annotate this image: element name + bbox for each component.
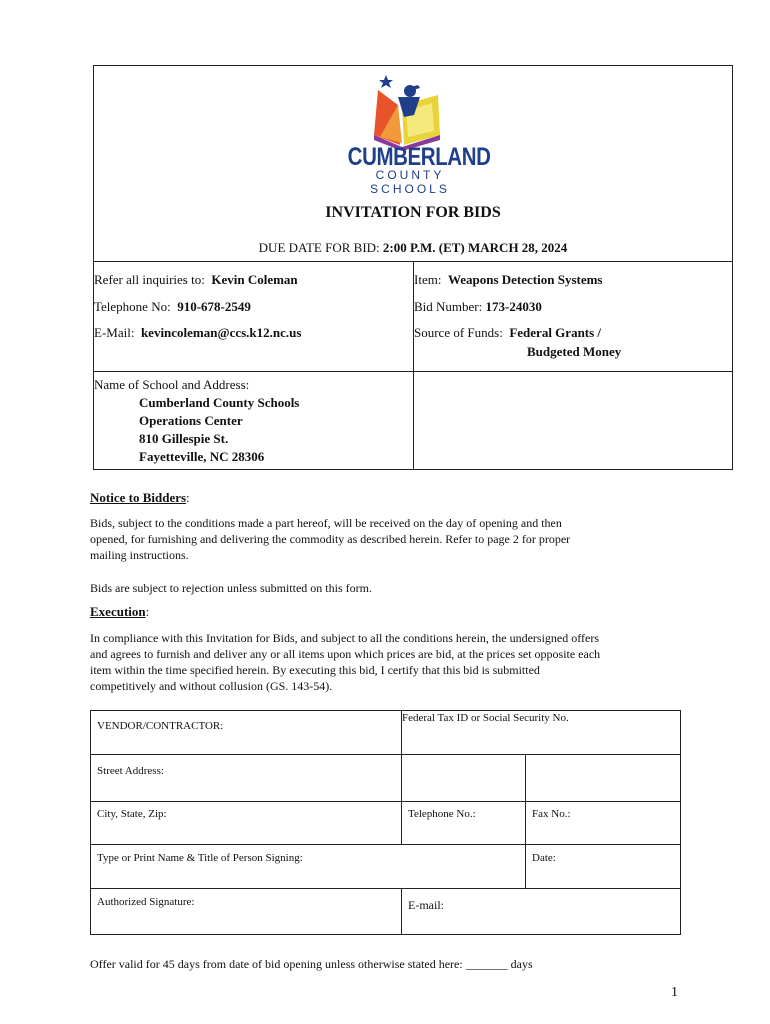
execution-colon: : xyxy=(145,604,150,619)
bid-number-label: Bid Number: xyxy=(414,299,483,314)
divider xyxy=(91,844,680,845)
inquiries-label: Refer all inquiries to: xyxy=(94,272,205,287)
divider xyxy=(91,801,680,802)
email-label: E-mail: xyxy=(408,898,444,912)
telephone-value: 910-678-2549 xyxy=(177,299,251,314)
inquiries-row xyxy=(94,272,298,288)
tax-id-label: Federal Tax ID or Social Security No. xyxy=(402,712,569,724)
divider xyxy=(91,754,680,755)
logo-subtitle: COUNTY SCHOOLS xyxy=(370,168,450,196)
text-line: and agrees to furnish and deliver any or all items upon which prices are bid, at the prices set opposite each xyxy=(90,647,601,661)
text-line: Bids, subject to the conditions made a part hereof, will be received on the day of opening and then xyxy=(90,516,562,530)
due-date xyxy=(93,240,733,256)
school-line: Fayetteville, NC 28306 xyxy=(139,449,265,464)
text-line: mailing instructions. xyxy=(90,548,189,562)
page-title: INVITATION FOR BIDS xyxy=(325,204,501,221)
due-date-label: DUE DATE FOR BID: xyxy=(258,240,383,255)
text-line: In compliance with this Invitation for Bids, and subject to all the conditions herein, the undersigned offers xyxy=(90,631,599,645)
funds-label: Source of Funds: xyxy=(414,325,503,340)
school-address xyxy=(94,376,299,466)
notice-heading xyxy=(90,490,190,506)
vendor-label: VENDOR/CONTRACTOR: xyxy=(97,720,224,732)
text-line: opened, for furnishing and delivering the commodity as described herein. Refer to page 2 for proper xyxy=(90,532,571,546)
signer-label: Type or Print Name & Title of Person Signing: xyxy=(97,852,303,864)
school-label: Name of School and Address: xyxy=(94,377,250,392)
divider xyxy=(401,888,402,935)
funds-value-2: Budgeted Money xyxy=(527,344,622,359)
execution-heading xyxy=(90,604,149,620)
notice-paragraph xyxy=(90,515,570,563)
execution-title: Execution xyxy=(90,604,146,619)
text-line: item within the time specified herein. By executing this bid, I certify that this bid is submitted xyxy=(90,663,540,677)
notice-title: Notice to Bidders xyxy=(90,490,187,505)
due-date-value: 2:00 P.M. (ET) MARCH 28, 2024 xyxy=(382,240,568,255)
city-label: City, State, Zip: xyxy=(97,808,167,820)
divider xyxy=(401,754,402,844)
page-number: 1 xyxy=(671,985,678,1000)
telephone-label: Telephone No.: xyxy=(408,808,476,820)
notice-colon: : xyxy=(186,490,190,505)
school-line: Operations Center xyxy=(139,413,243,428)
telephone-row xyxy=(94,299,251,315)
fax-label: Fax No.: xyxy=(532,808,571,820)
bid-number-row xyxy=(414,299,542,315)
divider xyxy=(413,261,414,469)
logo-wordmark: CUMBERLAND xyxy=(347,143,491,171)
offer-validity: Offer valid for 45 days from date of bid opening unless otherwise stated here: _______ days xyxy=(90,957,533,971)
execution-paragraph xyxy=(90,630,600,694)
signature-label: Authorized Signature: xyxy=(97,896,195,908)
date-label: Date: xyxy=(532,852,556,864)
item-label: Item: xyxy=(414,272,442,287)
email-label: E-Mail: xyxy=(94,325,135,340)
telephone-label: Telephone No: xyxy=(94,299,171,314)
email-value: kevincoleman@ccs.k12.nc.us xyxy=(140,325,302,340)
school-line: 810 Gillespie St. xyxy=(139,431,229,446)
email-row xyxy=(94,325,301,341)
notice-rejection: Bids are subject to rejection unless submitted on this form. xyxy=(90,581,372,595)
street-label: Street Address: xyxy=(97,765,164,777)
funds-row xyxy=(414,325,601,341)
divider xyxy=(91,888,680,889)
bid-number-value: 173-24030 xyxy=(485,299,542,314)
item-value: Weapons Detection Systems xyxy=(447,272,603,287)
funds-value: Federal Grants / xyxy=(509,325,602,340)
divider xyxy=(525,754,526,888)
funds-row-2 xyxy=(527,344,621,360)
school-line: Cumberland County Schools xyxy=(139,395,300,410)
item-row xyxy=(414,272,602,288)
inquiries-value: Kevin Coleman xyxy=(211,272,298,287)
text-line: competitively and without collusion (GS. 143-54). xyxy=(90,679,333,693)
